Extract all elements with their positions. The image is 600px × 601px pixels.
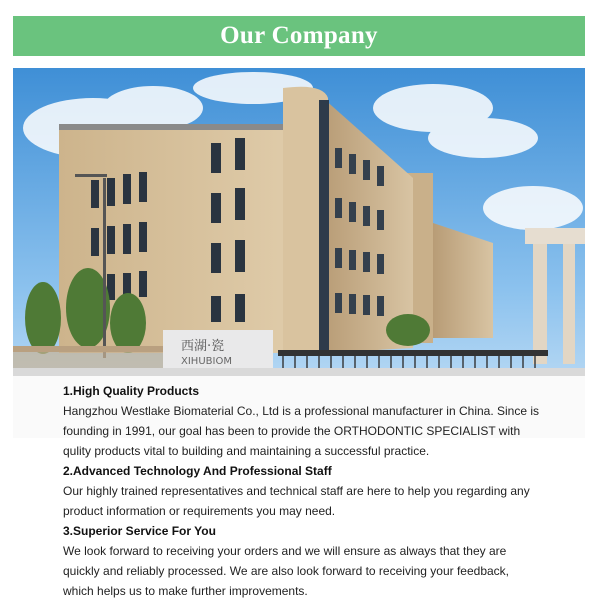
section-service-line-3: which helps us to make further improvements. xyxy=(63,584,308,598)
section-quality-line-2: founding in 1991, our goal has been to provide the ORTHODONTIC SPECIALIST with xyxy=(63,424,521,438)
company-description xyxy=(63,381,553,601)
company-banner xyxy=(13,16,585,56)
sign-brand-text: XIHUBIOM xyxy=(181,356,232,367)
sign-chinese-text: 西湖·瓷 xyxy=(181,339,225,354)
section-quality-line-1: Hangzhou Westlake Biomaterial Co., Ltd is a professional manufacturer in China. Since is xyxy=(63,404,540,418)
section-service-line-2: quickly and reliably processed. We are also look forward to receiving your feedback, xyxy=(63,564,510,578)
section-quality-line-3: qulity products vital to building and maintaining a successful practice. xyxy=(63,444,430,458)
section-heading-service: 3.Superior Service For You xyxy=(63,524,216,538)
section-heading-quality: 1.High Quality Products xyxy=(63,384,200,398)
page-title: Our Company xyxy=(220,22,378,49)
section-service-line-1: We look forward to receiving your orders and we will ensure as always that they are xyxy=(63,544,507,558)
section-technology-line-1: Our highly trained representatives and technical staff are here to help you regarding any xyxy=(63,484,530,498)
section-technology-line-2: product information or requirements you may need. xyxy=(63,504,336,518)
section-heading-technology: 2.Advanced Technology And Professional Staff xyxy=(63,464,332,478)
